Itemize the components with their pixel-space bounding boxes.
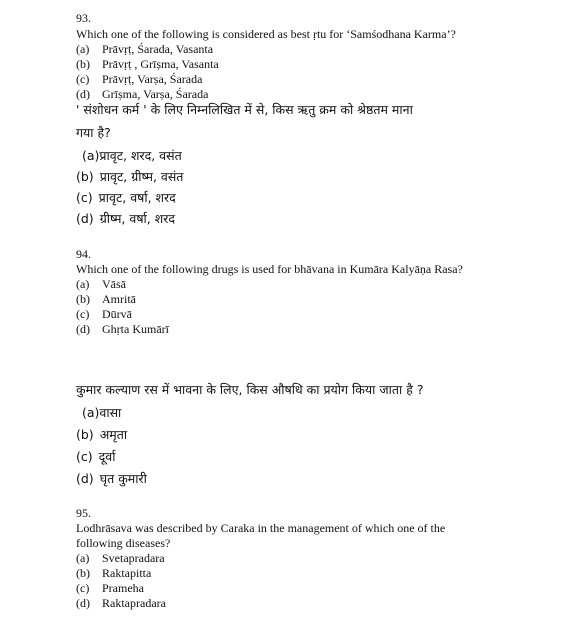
q94-option-b-en xyxy=(76,292,136,307)
option-letter: (a) xyxy=(76,277,90,291)
option-text: प्रावृट, वर्षा, शरद xyxy=(98,190,176,205)
q95-option-d-en xyxy=(76,596,166,611)
option-letter: (c) xyxy=(76,307,90,321)
option-text: Amritā xyxy=(102,292,136,306)
q94-option-c-hi xyxy=(76,448,115,466)
option-letter: (a) xyxy=(82,148,100,163)
option-letter: (b) xyxy=(76,57,90,71)
q95-option-b-en xyxy=(76,566,151,581)
option-text: वासा xyxy=(99,405,122,420)
option-letter: (c) xyxy=(76,581,90,595)
question-94-text-hi: कुमार कल्याण रस में भावना के लिए, किस औषधि का प्रयोग किया जाता है ? xyxy=(76,382,424,397)
question-95-number: 95. xyxy=(76,506,91,520)
option-text: प्रावृट, शरद, वसंत xyxy=(99,148,182,163)
q94-option-c-en xyxy=(76,307,132,322)
option-letter: (c) xyxy=(76,449,93,464)
q95-option-a-en xyxy=(76,551,165,566)
q95-option-c-en xyxy=(76,581,144,596)
option-letter: (d) xyxy=(76,211,94,226)
option-text: Prāvṛṭ, Śarada, Vasanta xyxy=(102,42,214,56)
option-text: Prāvṛṭ , Grīṣma, Vasanta xyxy=(102,57,219,71)
q93-option-c-en xyxy=(76,72,202,87)
option-letter: (d) xyxy=(76,471,94,486)
option-text: Raktapradara xyxy=(102,596,166,610)
question-95-text-en-line1: Lodhrāsava was described by Caraka in the management of which one of the xyxy=(76,521,446,535)
option-letter: (a) xyxy=(82,405,100,420)
option-text: Ghṛta Kumārī xyxy=(102,322,169,336)
option-text: Vāsā xyxy=(102,277,126,291)
q94-option-a-hi xyxy=(82,404,121,422)
question-93-text-en: Which one of the following is considered as best ṛtu for ‘Samśodhana Karma’? xyxy=(76,27,456,41)
question-93-text-hi-line1: ' संशोधन कर्म ' के लिए निम्नलिखित में से, किस ऋतु क्रम को श्रेष्ठतम माना xyxy=(76,102,413,117)
question-93-text-hi-line2: गया है? xyxy=(76,125,111,140)
option-letter: (c) xyxy=(76,72,90,86)
q93-option-d-en xyxy=(76,87,208,102)
option-text: दूर्वा xyxy=(98,449,116,464)
option-letter: (d) xyxy=(76,87,90,101)
q94-option-d-hi xyxy=(76,470,147,488)
option-letter: (b) xyxy=(76,427,94,442)
option-text: प्रावृट, ग्रीष्म, वसंत xyxy=(99,169,184,184)
q94-option-a-en xyxy=(76,277,126,292)
option-letter: (d) xyxy=(76,596,90,610)
q94-option-b-hi xyxy=(76,426,127,444)
option-text: घृत कुमारी xyxy=(99,471,147,486)
question-94-text-en: Which one of the following drugs is used for bhāvana in Kumāra Kalyāṇa Rasa? xyxy=(76,262,463,276)
option-text: Svetapradara xyxy=(102,551,165,565)
q93-option-c-hi xyxy=(76,189,176,207)
option-text: Prameha xyxy=(102,581,144,595)
q93-option-b-en xyxy=(76,57,219,72)
option-text: ग्रीष्म, वर्षा, शरद xyxy=(99,211,175,226)
option-text: अमृता xyxy=(99,427,128,442)
option-letter: (b) xyxy=(76,292,90,306)
q93-option-a-hi xyxy=(82,147,182,165)
option-letter: (a) xyxy=(76,551,90,565)
question-94-number: 94. xyxy=(76,247,91,261)
option-text: Dūrvā xyxy=(102,307,132,321)
option-text: Grīṣma, Varṣa, Śarada xyxy=(102,87,209,101)
question-95-text-en-line2: following diseases? xyxy=(76,536,171,550)
question-93-number: 93. xyxy=(76,11,91,25)
option-letter: (b) xyxy=(76,566,90,580)
option-text: Raktapitta xyxy=(102,566,152,580)
option-letter: (d) xyxy=(76,322,90,336)
option-letter: (a) xyxy=(76,42,90,56)
q94-option-d-en xyxy=(76,322,169,337)
option-letter: (c) xyxy=(76,190,93,205)
q93-option-a-en xyxy=(76,42,213,57)
q93-option-b-hi xyxy=(76,168,183,186)
q93-option-d-hi xyxy=(76,210,175,228)
option-letter: (b) xyxy=(76,169,94,184)
option-text: Prāvṛṭ, Varṣa, Śarada xyxy=(102,72,203,86)
